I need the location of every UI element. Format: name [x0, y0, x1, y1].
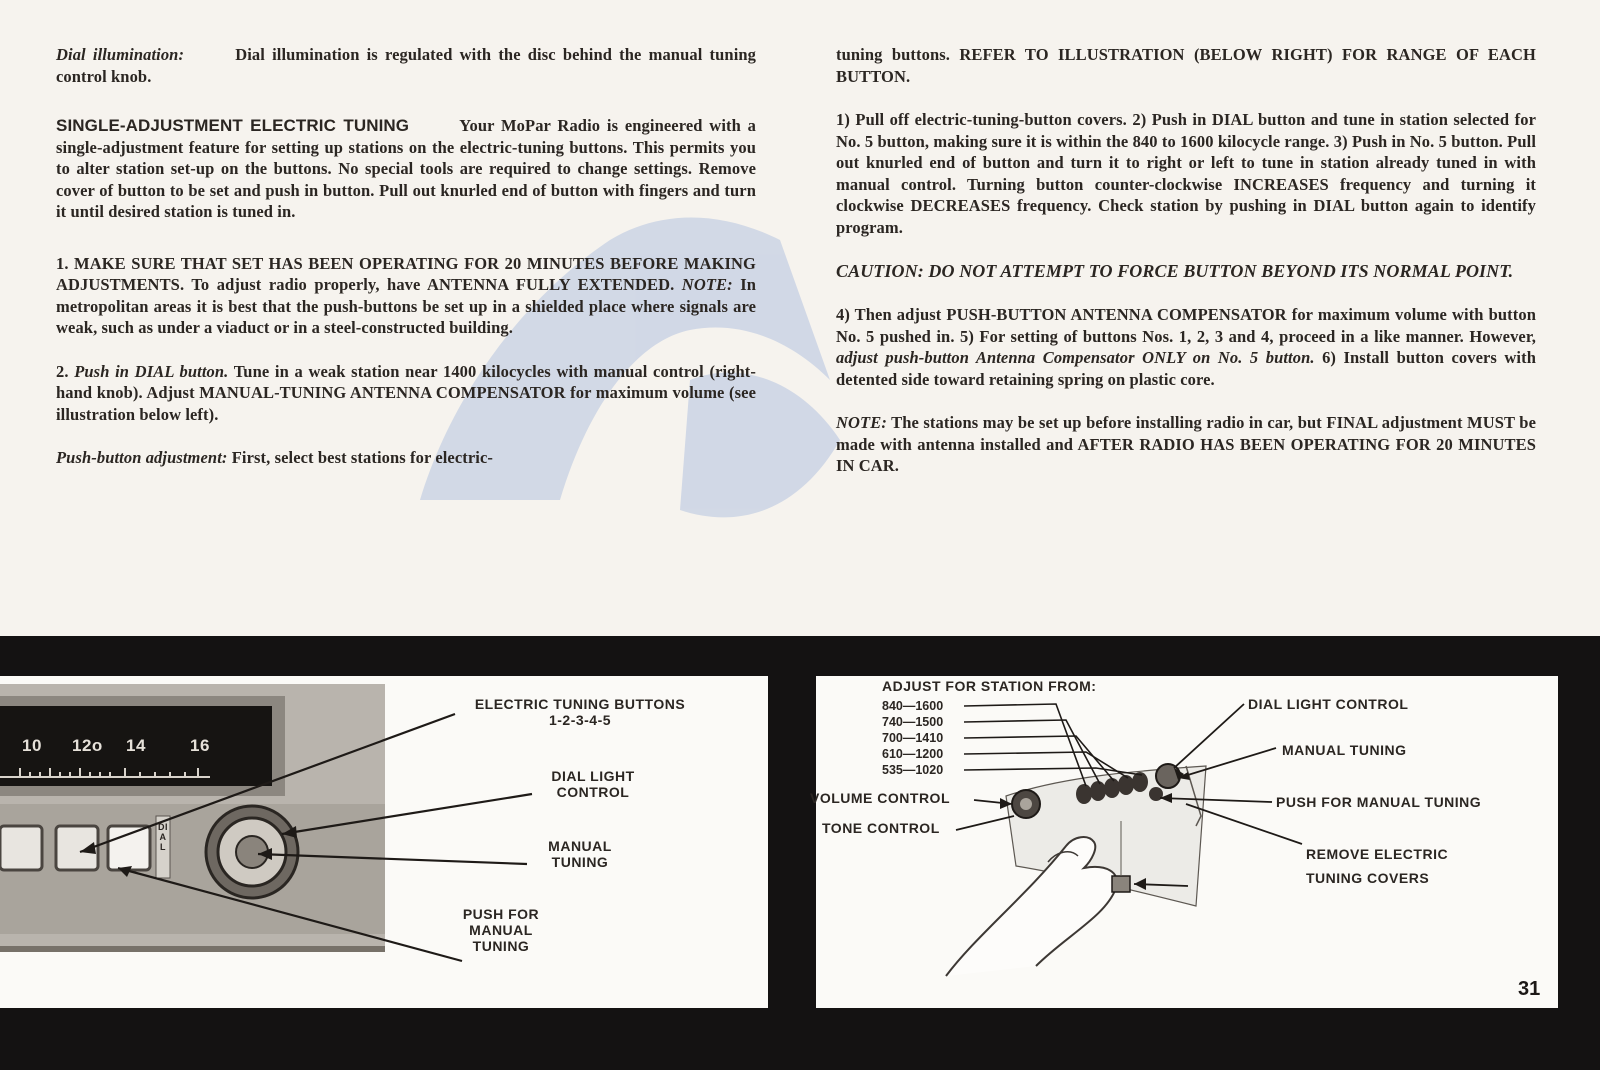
push-for-manual-line2: MANUAL — [469, 922, 533, 938]
left-text-column — [56, 44, 756, 491]
page-number: 31 — [1518, 978, 1541, 1000]
final-note-label: NOTE: — [836, 413, 887, 432]
manual-tuning-line2: TUNING — [551, 854, 609, 870]
push-for-manual-tuning-label-right: PUSH FOR MANUAL TUNING — [1276, 794, 1482, 810]
single-adjustment-text: Your MoPar Radio is engineered with a single-adjustment feature for setting up stations on the electric-tuning buttons. This permits you to alter station set-up on the buttons. No special tools are required to change settings. Remove cover of button to be set and push in button. Pull out knurled end of button with fingers and turn it until desired station is tuned in. — [56, 116, 756, 221]
remove-covers-label — [1306, 842, 1448, 890]
compensator-text-a: 4) Then adjust PUSH-BUTTON ANTENNA COMPENSATOR for maximum volume with button No. 5 pushed in. 5) For setting of buttons Nos. 1, 2, 3 and 4, proceed in a like manner. However, — [836, 305, 1536, 346]
step-one-note-label: NOTE: — [681, 275, 733, 294]
range-740-1500: 740—1500 — [882, 715, 944, 729]
push-button-adjustment-heading: Push-button adjustment: — [56, 448, 228, 467]
push-for-manual-tuning-label — [446, 906, 556, 954]
single-adjustment-paragraph — [56, 115, 756, 223]
electric-tuning-buttons-numbers: 1-2-3-4-5 — [548, 712, 612, 728]
tone-control-label: TONE CONTROL — [822, 820, 940, 836]
remove-covers-line1: REMOVE ELECTRIC — [1306, 846, 1449, 862]
manual-tuning-line1: MANUAL — [548, 838, 612, 854]
push-for-manual-line3: TUNING — [472, 938, 530, 954]
single-adjustment-heading: SINGLE-ADJUSTMENT ELECTRIC TUNING — [56, 116, 410, 135]
compensator-italic: adjust push-button Antenna Compensator ONLY on No. 5 button. — [836, 348, 1315, 367]
dial-illumination-paragraph — [56, 44, 756, 87]
procedure-text: 1) Pull off electric-tuning-button covers. 2) Push in DIAL button and tune in station selected for No. 5 button, making sure it is within the 840 to 1600 kilocycle range. 3) Push in No. 5 button. Pull out knurled end of button and turn it to right or left to tune in station already tuned in with manual control. Turning button counter-clockwise INCREASES frequency and turning it clockwise DECREASES frequency. Check station by pushing in DIAL button again to identify program. — [836, 110, 1536, 237]
radio-rear-illustration — [810, 676, 1558, 1008]
remove-covers-line2: TUNING COVERS — [1306, 870, 1430, 886]
compensator-text-b: 6) Install button covers with detented side toward retaining spring on plastic core. — [836, 348, 1536, 389]
caution-text: CAUTION: DO NOT ATTEMPT TO FORCE BUTTON BEYOND ITS NORMAL POINT. — [836, 261, 1514, 281]
step-one-lead: 1. MAKE SURE THAT SET HAS BEEN OPERATING FOR 20 MINUTES BEFORE MAKING ADJUSTMENTS. To adjust radio properly, have ANTENNA FULLY EXTENDED. — [56, 253, 756, 294]
push-button-adjustment-text: First, select best stations for electric- — [231, 448, 493, 467]
dial-illumination-text: Dial illumination is regulated with the disc behind the manual tuning control knob. — [56, 45, 756, 86]
step-two-number: 2. — [56, 361, 69, 381]
final-note-text: The stations may be set up before installing radio in car, but FINAL adjustment MUST be made with antenna installed and AFTER RADIO HAS BEEN OPERATING FOR 20 MINUTES IN CAR. — [836, 413, 1536, 475]
push-button-adjustment-paragraph — [56, 447, 756, 469]
step-one-text: In metropolitan areas it is best that the push-buttons be set up in a shielded place where signals are weak, such as under a viaduct or in a steel-constructed building. — [56, 275, 756, 337]
dial-light-control-label — [528, 768, 658, 800]
step-two-text: Tune in a weak station near 1400 kilocycles with manual control (right-hand knob). Adjust MANUAL-TUNING ANTENNA COMPENSATOR for maximum volume (see illustration below left). — [56, 361, 756, 424]
manual-tuning-label-right: MANUAL TUNING — [1282, 742, 1407, 758]
compensator-paragraph — [836, 304, 1536, 390]
electric-tuning-buttons-label — [450, 696, 710, 728]
step-two-paragraph — [56, 361, 756, 426]
dial-number-12: 12o — [72, 736, 103, 755]
range-610-1200: 610—1200 — [882, 747, 944, 761]
dial-light-control-label-right: DIAL LIGHT CONTROL — [1248, 696, 1409, 712]
dial-illumination-heading: Dial illumination: — [56, 45, 185, 64]
refer-paragraph — [836, 44, 1536, 87]
range-700-1410: 700—1410 — [882, 731, 944, 745]
electric-tuning-buttons-title: ELECTRIC TUNING BUTTONS — [474, 696, 686, 712]
right-text-column — [836, 44, 1536, 499]
dial-number-14: 14 — [126, 736, 146, 755]
adjust-for-station-header: ADJUST FOR STATION FROM: — [882, 678, 1097, 694]
dial-number-16: 16 — [190, 736, 210, 755]
step-two-heading: Push in DIAL button. — [74, 361, 229, 381]
dial-number-10: 10 — [22, 736, 42, 755]
push-for-manual-line1: PUSH FOR — [462, 906, 540, 922]
volume-control-label: VOLUME CONTROL — [810, 790, 950, 806]
dial-side-label: DIAL — [158, 822, 168, 852]
range-535-1020: 535—1020 — [882, 763, 944, 777]
refer-text: tuning buttons. REFER TO ILLUSTRATION (BELOW RIGHT) FOR RANGE OF EACH BUTTON. — [836, 45, 1536, 86]
dial-light-control-line2: CONTROL — [556, 784, 630, 800]
manual-tuning-label — [530, 838, 630, 870]
step-one-paragraph — [56, 253, 756, 339]
final-note-paragraph — [836, 412, 1536, 477]
radio-front-illustration — [0, 676, 768, 1008]
dial-light-control-line1: DIAL LIGHT — [551, 768, 635, 784]
caution-paragraph — [836, 260, 1536, 282]
procedure-paragraph — [836, 109, 1536, 238]
range-840-1600: 840—1600 — [882, 699, 944, 713]
